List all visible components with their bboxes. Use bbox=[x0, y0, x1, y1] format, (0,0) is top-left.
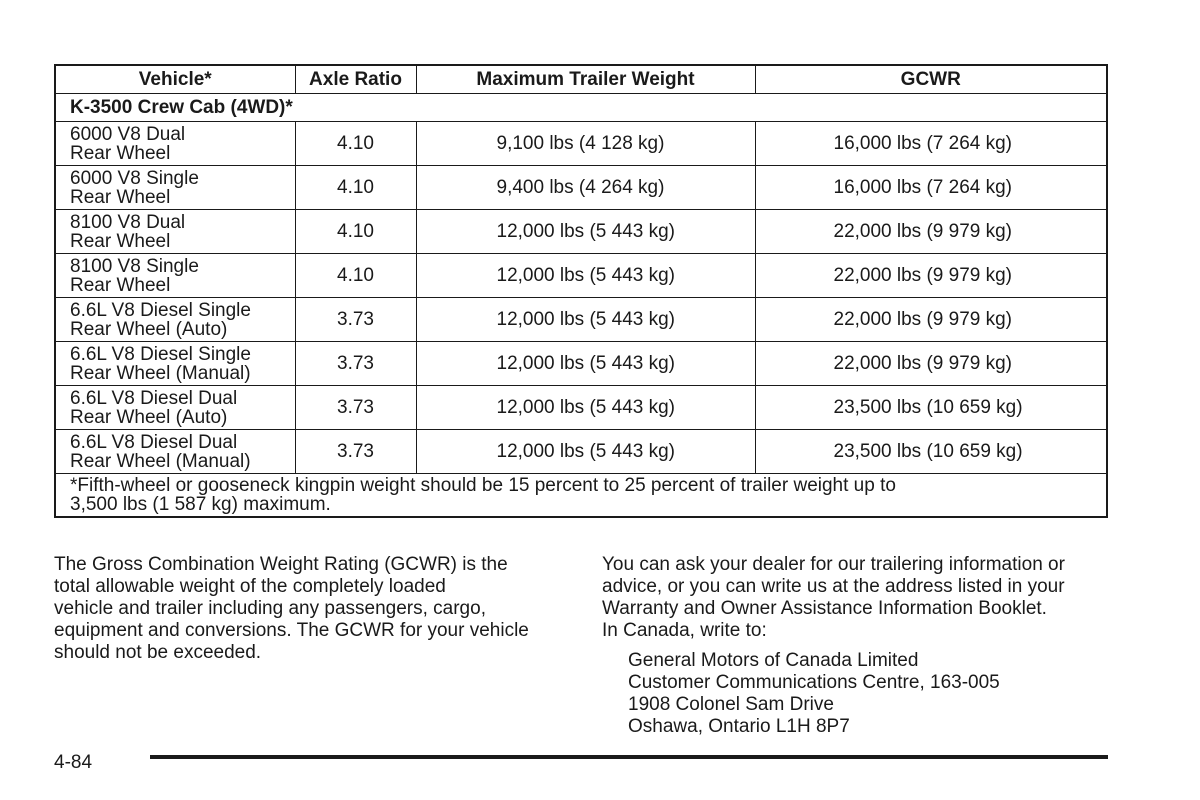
vehicle-line-2: Rear Wheel (Auto) bbox=[70, 406, 228, 428]
paragraph-line: Warranty and Owner Assistance Information Booklet. bbox=[602, 598, 1047, 619]
vehicle-line-2: Rear Wheel bbox=[70, 230, 171, 252]
vehicle-cell bbox=[55, 430, 295, 474]
gcwr-cell: 22,000 lbs (9 979 kg) bbox=[755, 210, 1107, 254]
header-maximum-trailer-weight: Maximum Trailer Weight bbox=[416, 65, 755, 94]
footnote-line-2: 3,500 lbs (1 587 kg) maximum. bbox=[70, 494, 331, 515]
gcwr-cell: 16,000 lbs (7 264 kg) bbox=[755, 122, 1107, 166]
trailer-weight-table-wrapper bbox=[54, 64, 1106, 518]
axle-ratio-cell: 4.10 bbox=[295, 122, 416, 166]
vehicle-line-1: 6000 V8 Dual bbox=[70, 123, 186, 145]
page-number: 4-84 bbox=[54, 752, 93, 773]
vehicle-line-1: 8100 V8 Dual bbox=[70, 211, 186, 233]
vehicle-cell bbox=[55, 122, 295, 166]
paragraph-line: total allowable weight of the completely loaded bbox=[54, 576, 446, 597]
vehicle-line-1: 6.6L V8 Diesel Dual bbox=[70, 431, 238, 453]
table-header-row bbox=[55, 65, 1107, 94]
axle-ratio-cell: 3.73 bbox=[295, 342, 416, 386]
address-line: General Motors of Canada Limited bbox=[628, 650, 919, 671]
vehicle-line-1: 8100 V8 Single bbox=[70, 255, 199, 277]
trailer-weight-table bbox=[54, 64, 1108, 518]
axle-ratio-cell: 4.10 bbox=[295, 166, 416, 210]
footnote-row bbox=[55, 474, 1107, 518]
axle-ratio-cell: 3.73 bbox=[295, 386, 416, 430]
max-trailer-weight-cell: 12,000 lbs (5 443 kg) bbox=[416, 254, 755, 298]
max-trailer-weight-cell: 9,100 lbs (4 128 kg) bbox=[416, 122, 755, 166]
axle-ratio-cell: 3.73 bbox=[295, 430, 416, 474]
gcwr-cell: 22,000 lbs (9 979 kg) bbox=[755, 254, 1107, 298]
axle-ratio-cell: 3.73 bbox=[295, 298, 416, 342]
paragraph-line: should not be exceeded. bbox=[54, 642, 262, 663]
header-gcwr: GCWR bbox=[755, 65, 1107, 94]
vehicle-cell bbox=[55, 210, 295, 254]
header-vehicle: Vehicle* bbox=[55, 65, 295, 94]
canada-line: In Canada, write to: bbox=[602, 620, 767, 641]
footnote-line-1: *Fifth-wheel or gooseneck kingpin weight should be 15 percent to 25 percent of trailer weight up to bbox=[70, 475, 896, 496]
paragraph-line: You can ask your dealer for our trailering information or bbox=[602, 554, 1065, 575]
group-label: K-3500 Crew Cab (4WD)* bbox=[55, 94, 1107, 122]
paragraph-line: The Gross Combination Weight Rating (GCWR) is the bbox=[54, 554, 508, 575]
max-trailer-weight-cell: 12,000 lbs (5 443 kg) bbox=[416, 430, 755, 474]
vehicle-cell bbox=[55, 254, 295, 298]
table-row bbox=[55, 210, 1107, 254]
vehicle-line-1: 6.6L V8 Diesel Single bbox=[70, 299, 251, 321]
vehicle-cell bbox=[55, 166, 295, 210]
vehicle-line-2: Rear Wheel bbox=[70, 186, 171, 208]
paragraph-line: equipment and conversions. The GCWR for your vehicle bbox=[54, 620, 529, 641]
table-row bbox=[55, 166, 1107, 210]
gcwr-cell: 23,500 lbs (10 659 kg) bbox=[755, 386, 1107, 430]
vehicle-line-1: 6000 V8 Single bbox=[70, 167, 199, 189]
max-trailer-weight-cell: 12,000 lbs (5 443 kg) bbox=[416, 298, 755, 342]
vehicle-line-2: Rear Wheel (Manual) bbox=[70, 362, 251, 384]
gcwr-cell: 22,000 lbs (9 979 kg) bbox=[755, 298, 1107, 342]
table-row bbox=[55, 430, 1107, 474]
vehicle-line-1: 6.6L V8 Diesel Single bbox=[70, 343, 251, 365]
gm-canada-address bbox=[628, 650, 1122, 738]
footer-rule bbox=[150, 755, 1108, 759]
table-row bbox=[55, 386, 1107, 430]
footnote-cell bbox=[55, 474, 1107, 518]
axle-ratio-cell: 4.10 bbox=[295, 254, 416, 298]
paragraph-line: vehicle and trailer including any passengers, cargo, bbox=[54, 598, 486, 619]
address-line: Customer Communications Centre, 163-005 bbox=[628, 672, 1000, 693]
vehicle-cell bbox=[55, 386, 295, 430]
dealer-contact-paragraph bbox=[602, 554, 1122, 738]
header-axle-ratio: Axle Ratio bbox=[295, 65, 416, 94]
table-row bbox=[55, 342, 1107, 386]
gcwr-explanation-paragraph bbox=[54, 554, 574, 664]
vehicle-line-1: 6.6L V8 Diesel Dual bbox=[70, 387, 238, 409]
max-trailer-weight-cell: 9,400 lbs (4 264 kg) bbox=[416, 166, 755, 210]
vehicle-line-2: Rear Wheel (Manual) bbox=[70, 450, 251, 472]
group-row bbox=[55, 94, 1107, 122]
max-trailer-weight-cell: 12,000 lbs (5 443 kg) bbox=[416, 386, 755, 430]
gcwr-cell: 16,000 lbs (7 264 kg) bbox=[755, 166, 1107, 210]
table-row bbox=[55, 254, 1107, 298]
max-trailer-weight-cell: 12,000 lbs (5 443 kg) bbox=[416, 342, 755, 386]
vehicle-line-2: Rear Wheel bbox=[70, 142, 171, 164]
table-row bbox=[55, 298, 1107, 342]
gcwr-cell: 22,000 lbs (9 979 kg) bbox=[755, 342, 1107, 386]
table-row bbox=[55, 122, 1107, 166]
gcwr-cell: 23,500 lbs (10 659 kg) bbox=[755, 430, 1107, 474]
vehicle-line-2: Rear Wheel bbox=[70, 274, 171, 296]
axle-ratio-cell: 4.10 bbox=[295, 210, 416, 254]
max-trailer-weight-cell: 12,000 lbs (5 443 kg) bbox=[416, 210, 755, 254]
vehicle-line-2: Rear Wheel (Auto) bbox=[70, 318, 228, 340]
vehicle-cell bbox=[55, 298, 295, 342]
address-line: 1908 Colonel Sam Drive bbox=[628, 694, 834, 715]
vehicle-cell bbox=[55, 342, 295, 386]
paragraph-line: advice, or you can write us at the address listed in your bbox=[602, 576, 1065, 597]
address-line: Oshawa, Ontario L1H 8P7 bbox=[628, 716, 850, 737]
